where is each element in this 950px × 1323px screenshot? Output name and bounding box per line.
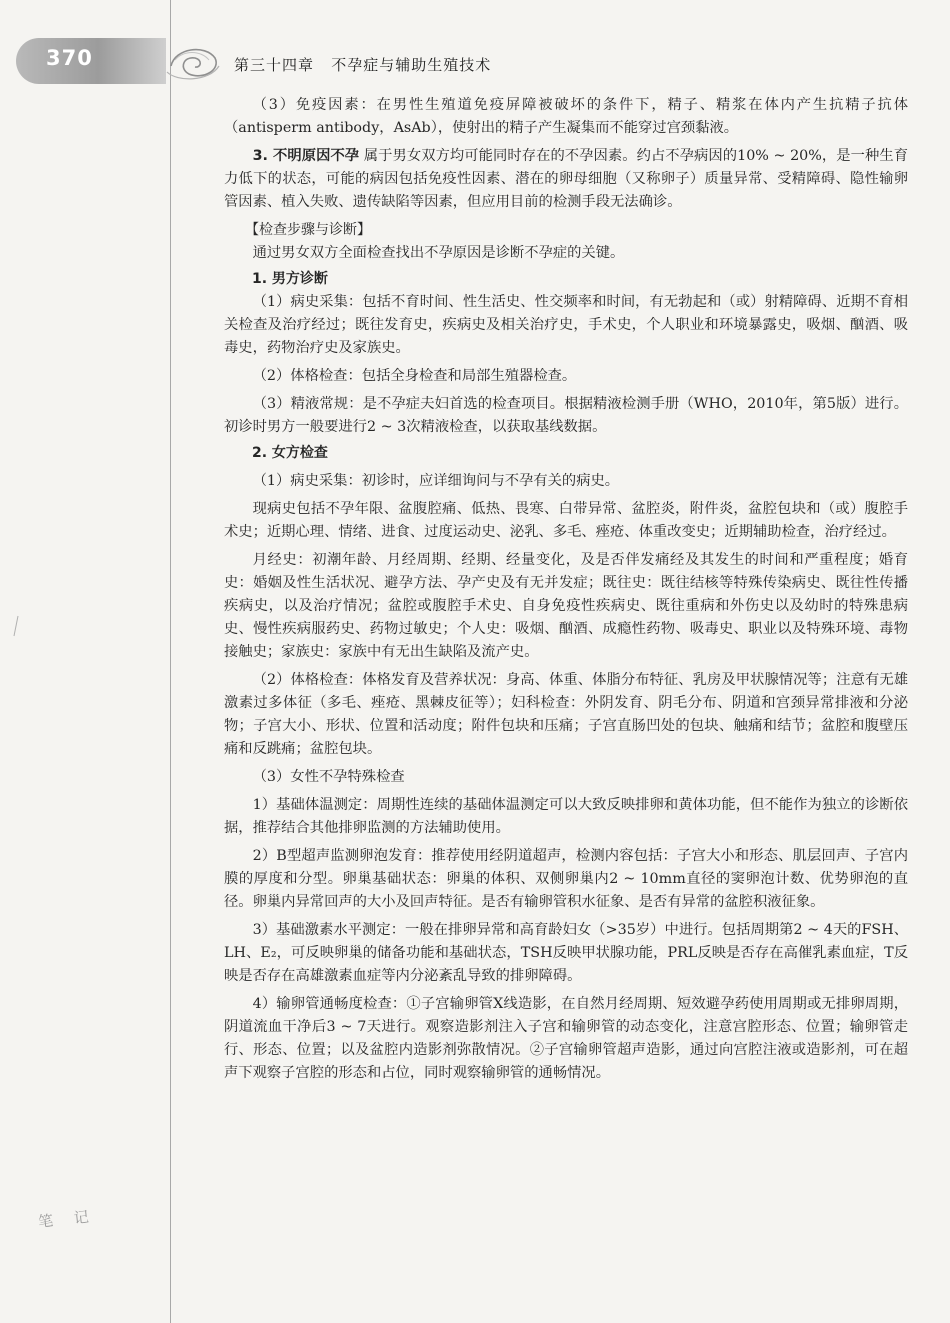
female-physical-exam-paragraph: （2）体格检查：体格发育及营养状况：身高、体重、体脂分布特征、乳房及甲状腺情况等；注意有无雄激素过多体征（多毛、痤疮、黑棘皮征等）；妇科检查：外阴发育、阴毛分布、阴道和宫颈异常排液和分泌物；子宫大小、形状、位置和活动度；附件包块和压痛；子宫直肠凹处的包块、触痛和结节；盆腔和腹壁压痛和反跳痛；盆腔包块。 — [224, 672, 908, 757]
immune-factor-paragraph: （3）免疫因素：在男性生殖道免疫屏障被破坏的条件下，精子、精浆在体内产生抗精子抗体（antisperm antibody，AsAb），使射出的精子产生凝集而不能穿过宫颈黏液。 — [224, 97, 908, 136]
unexplained-infertility-heading: 3. 不明原因不孕 — [252, 148, 360, 164]
margin-pencil-mark-icon — [12, 615, 20, 637]
bbt-paragraph: 1）基础体温测定：周期性连续的基础体温测定可以大致反映排卵和黄体功能，但不能作为独立的诊断依据，推荐结合其他排卵监测的方法辅助使用。 — [224, 797, 908, 836]
female-exam-heading: 2. 女方检查 — [252, 445, 328, 461]
page-number: 370 — [46, 46, 93, 70]
menstrual-history-paragraph: 月经史：初潮年龄、月经周期、经期、经量变化，及是否伴发痛经及其发生的时间和严重程度；婚育史：婚姻及性生活状况、避孕方法、孕产史及有无并发症；既往史：既往结核等特殊传染病史、既往性传播疾病史，以及治疗情况；盆腔或腹腔手术史、自身免疫性疾病史、既往重病和外伤史以及幼时的特殊患病史、慢性疾病服药史、药物过敏史；个人史：吸烟、酗酒、成瘾性药物、吸毒史、职业以及特殊环境、毒物接触史；家族史：家族中有无出生缺陷及流产史。 — [224, 552, 908, 660]
page-content — [224, 94, 908, 1085]
present-illness-paragraph: 现病史包括不孕年限、盆腹腔痛、低热、畏寒、白带异常、盆腔炎，附件炎，盆腔包块和（或）腹腔手术史；近期心理、情绪、进食、过度运动史、泌乳、多毛、痤疮、体重改变史；近期辅助检查，治疗经过。 — [224, 501, 908, 540]
section-heading-diagnosis: 【检查步骤与诊断】 — [245, 222, 371, 238]
semen-analysis-paragraph: （3）精液常规：是不孕症夫妇首选的检查项目。根据精液检测手册（WHO，2010年，第5版）进行。初诊时男方一般要进行2 ~ 3次精液检查，以获取基线数据。 — [224, 396, 908, 435]
male-diagnosis-heading: 1. 男方诊断 — [252, 271, 328, 287]
margin-note-label: 笔 记 — [37, 1206, 98, 1232]
tubal-patency-paragraph: 4）输卵管通畅度检查：①子宫输卵管X线造影，在自然月经周期、短效避孕药使用周期或无排卵周期，阴道流血干净后3 ~ 7天进行。观察造影剂注入子宫和输卵管的动态变化，注意宫腔形态、位置；输卵管走行、形态、位置；以及盆腔内造影剂弥散情况。②子宫输卵管超声造影，通过向宫腔注液或造影剂，可在超声下观察子宫腔的形态和占位，同时观察输卵管的通畅情况。 — [224, 996, 908, 1081]
swirl-logo-icon — [165, 36, 221, 86]
female-history-paragraph: （1）病史采集：初诊时，应详细询问与不孕有关的病史。 — [252, 473, 620, 489]
unexplained-infertility-paragraph — [224, 145, 908, 214]
diagnosis-intro: 通过男女双方全面检查找出不孕原因是诊断不孕症的关键。 — [252, 245, 625, 261]
male-physical-exam-paragraph: （2）体格检查：包括全身检查和局部生殖器检查。 — [252, 368, 577, 384]
unexplained-infertility-text: 属于男女双方均可能同时存在的不孕因素。约占不孕病因的10% ~ 20%，是一种生育力低下的状态，可能的病因包括免疫性因素、潜在的卵母细胞（又称卵子）质量异常、受精障碍、隐性输卵管因素、植入失败、遗传缺陷等因素，但应用目前的检测手段无法确诊。 — [224, 148, 908, 210]
chapter-title: 第三十四章 不孕症与辅助生殖技术 — [234, 56, 492, 74]
margin-line — [170, 0, 171, 1323]
male-history-paragraph: （1）病史采集：包括不育时间、性生活史、性交频率和时间，有无勃起和（或）射精障碍、近期不育相关检查及治疗经过；既往发育史，疾病史及相关治疗史，手术史，个人职业和环境暴露史，吸烟、酗酒、吸毒史，药物治疗史及家族史。 — [224, 294, 908, 356]
ultrasound-paragraph: 2）B型超声监测卵泡发育：推荐使用经阴道超声，检测内容包括：子宫大小和形态、肌层回声、子宫内膜的厚度和分型。卵巢基础状态：卵巢的体积、双侧卵巢内2 ~ 10mm直径的窦卵泡计数、优势卵泡的直径。卵巢内异常回声的大小及回声特征。是否有输卵管积水征象、是否有异常的盆腔积液征象。 — [224, 848, 908, 910]
special-exam-heading: （3）女性不孕特殊检查 — [252, 769, 405, 785]
hormone-paragraph: 3）基础激素水平测定：一般在排卵异常和高育龄妇女（>35岁）中进行。包括周期第2 ~ 4天的FSH、LH、E₂，可反映卵巢的储备功能和基础状态，TSH反映甲状腺功能，PRL反映是否存在高催乳素血症，T反映是否存在高雄激素血症等内分泌紊乱导致的排卵障碍。 — [224, 922, 908, 984]
